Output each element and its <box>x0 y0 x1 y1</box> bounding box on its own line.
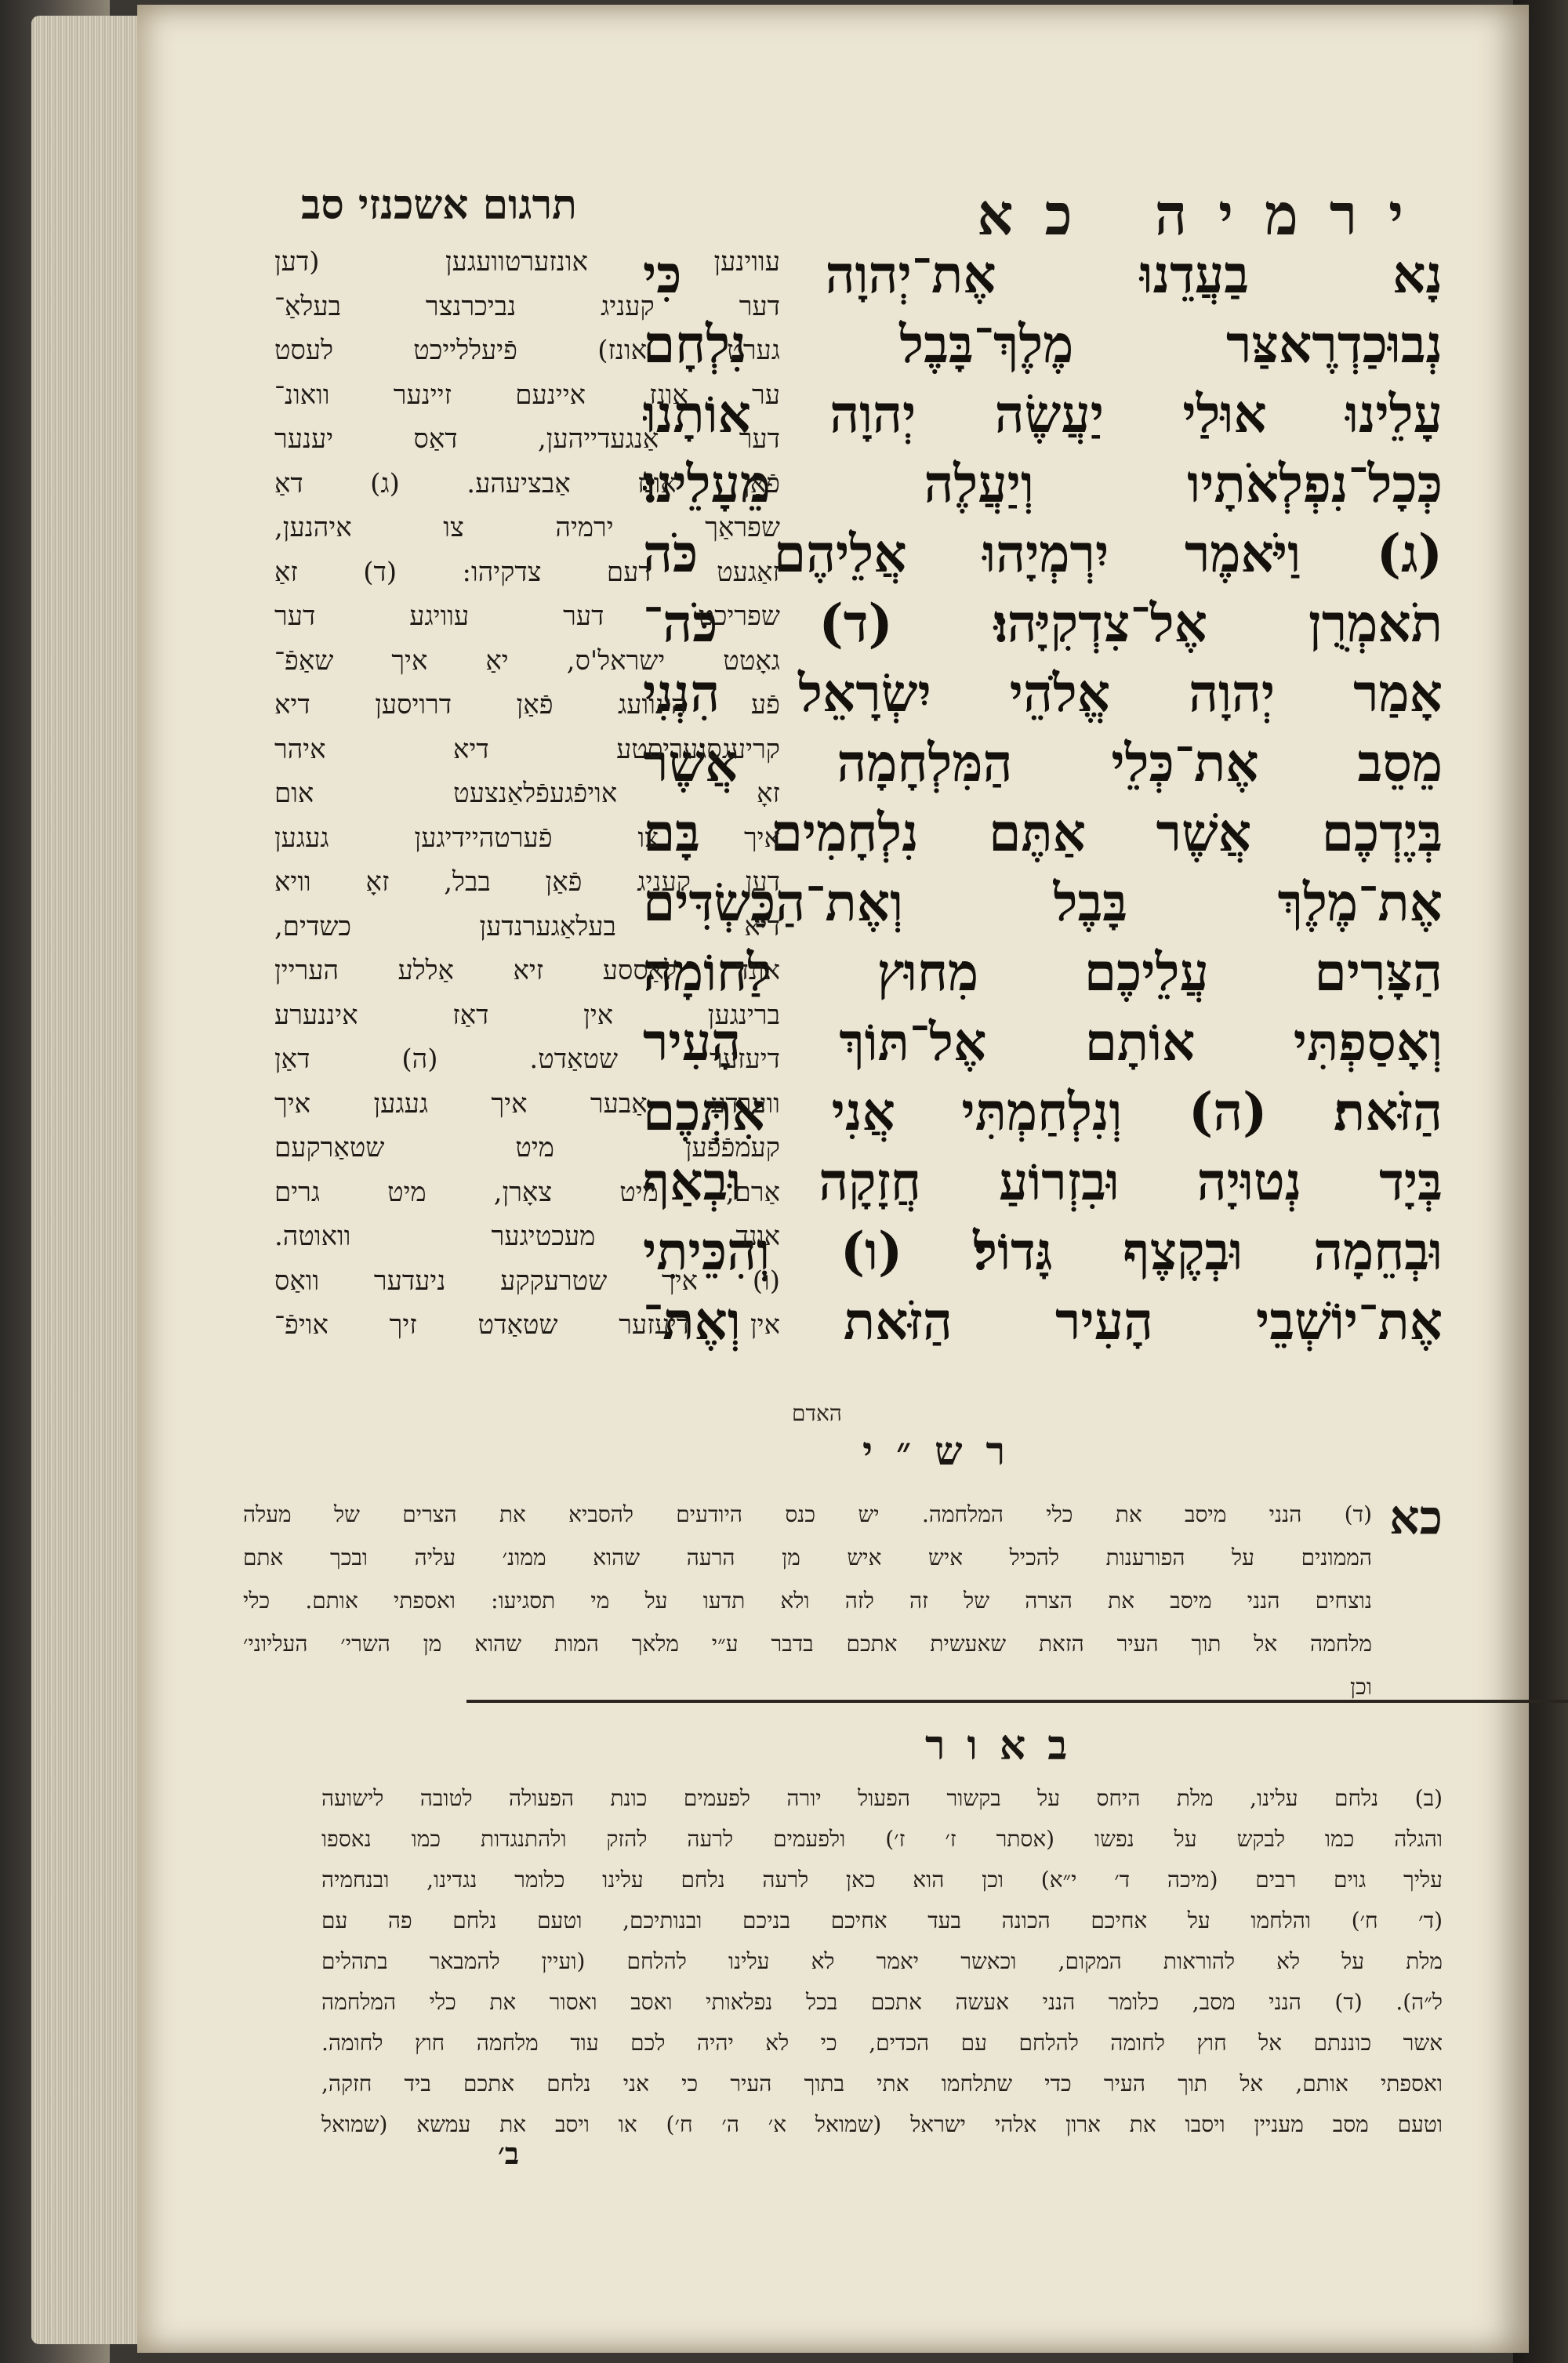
rashi-title: רש״י <box>862 1428 1029 1474</box>
biur-line: (ב) נלחם עלינו, מלת היחס על בקשור הפעול יורה לפעמים כונת הפעולה לטובה לישועה <box>321 1785 1443 1811</box>
rashi-line: הממונים על הפורענות להכיל איש איש מן הרעה שהוא ממונ׳ עליה ובכך אתם <box>243 1544 1372 1570</box>
translation-line: דער קעניג נביכרנצר בעלאַ־ <box>274 290 780 322</box>
rashi-line: נוצחים הנני מיסב את הצרה של זה לזה ולא תדעו על מי תסגיעו: ואספתי אותם. כלי <box>243 1588 1372 1613</box>
signature-mark: ב׳ <box>498 2136 520 2171</box>
rashi-line: מלחמה אל תוך העיר הזאת שאעשית אתכם בדבר ע״י מלאך המות שהוא מן השרי׳ העליוני׳ <box>243 1631 1372 1657</box>
biur-line: (ד׳ ח׳) והלחמו על אחיכם הכונה בעד אחיכם בניכם ובנותיכם, וטעם נלחם פה עם <box>321 1907 1443 1933</box>
translation-line: פֿאַן אונז אַבציעהע. (ג) דאַ <box>274 467 780 499</box>
biur-commentary <box>321 1778 1443 2145</box>
translation-line: גערט אונז) פֿיעללייכט לעסט <box>274 335 780 366</box>
main-text-line: בְּיֶדְכֶם אֲשֶׁר אַתֶּם נִלְחָמִים בָּם <box>643 802 1443 863</box>
main-text-line: (ג) וַיֹּאמֶר יִרְמְיָהוּ אֲלֵיהֶם כֹּה <box>643 523 1443 584</box>
biur-title: באור <box>925 1722 1090 1770</box>
main-text-line: נְבוּכַדְרֶאצַּר מֶלֶךְ־בָּבֶל נִלְחָם <box>643 314 1443 375</box>
catchword: האדם <box>792 1400 842 1426</box>
main-text-line: בְּיָד נְטוּיָה וּבִזְרוֹעַ חֲזָקָה וּבְאַף <box>643 1151 1443 1212</box>
main-text-line: הַזֹּאת׃ (ה) וְנִלְחַמְתִּי אֲנִי אִתְּכֶם <box>643 1081 1443 1142</box>
translation-line: זאָ אויפֿגעפֿלאַנצעט אום <box>274 778 780 809</box>
main-text-line: אָמַר יְהוָה אֱלֹהֵי יִשְׂרָאֵל הִנְנִי <box>643 662 1443 724</box>
translation-line: שפראַך ירמיה צו איהנען, <box>274 512 780 543</box>
translation-line: אין דיעזער שטאַדט זיך אויפֿ־ <box>274 1309 780 1341</box>
biur-line: ואספתי אותם, אל תוך העיר כדי שתלחמו אתי בתוך העיר כי אני נלחם אתכם ביד חזקה, <box>321 2071 1443 2096</box>
book-page <box>137 5 1529 2353</box>
translation-line: ברינגען אין דאַז איננערע <box>274 999 780 1031</box>
rashi-line: וכן <box>1350 1674 1372 1700</box>
translation-line: קריעגסגעריסטע דיא איהר <box>274 733 780 765</box>
translation-line: אונד מעכטיגער וואוטה. <box>274 1221 780 1252</box>
translation-line: דען קעניג פֿאַן בבל, זאָ וויא <box>274 866 780 898</box>
rashi-commentary <box>243 1493 1372 1708</box>
main-text-line: כְּכָל־נִפְלְאֹתָיו וְיַעֲלֶה מֵעָלֵינוּ׃ <box>643 453 1443 514</box>
translation-column <box>274 240 780 1348</box>
running-head-hebrew: ירמיה כא <box>977 181 1435 248</box>
translation-line: ער אונז איינעם זיינער וואונ־ <box>274 379 780 411</box>
translation-line: זאַגעט דעם צדקיהו: (ד) זאַ <box>274 556 780 588</box>
main-text-line: אֶת־יוֹשְׁבֵי הָעִיר הַזֹּאת וְאֶת־ <box>643 1290 1443 1352</box>
main-text-line: וּבְחֵמָה וּבְקֶצֶף גָּדוֹל׃ (ו) וְהִכֵּיתִי <box>643 1221 1443 1282</box>
main-text-line: אֶת־מֶלֶךְ בָּבֶל וְאֶת־הַכַּשְׂדִּים <box>643 872 1443 933</box>
biur-line: עליך גוים רבים (מיכה ד׳ י״א) וכן הוא כאן לרעה נלחם עלינו כלומר נגדינו, ובנחמיה <box>321 1867 1443 1893</box>
main-text-line: עָלֵינוּ אוּלַי יַעֲשֶׂה יְהוָה אוֹתָנוּ <box>643 383 1443 445</box>
running-head-translation: תרגום אשכנזי סב <box>301 181 577 229</box>
biur-line: מלת על לא להוראות המקום, וכאשר יאמר לא עלינו להלחם (ועיין להמבאר בתהלים <box>321 1948 1443 1974</box>
main-text-line: מֵסֵב אֶת־כְּלֵי הַמִּלְחָמָה אֲשֶׁר <box>643 732 1443 793</box>
translation-line: דיא בעלאַגערנדען כשדים, <box>274 910 780 942</box>
translation-line: עווינען אונזערטוועגען (דען <box>274 246 780 278</box>
translation-line: (ו) איך שטרעקקע ניעדער וואַס <box>274 1265 780 1297</box>
main-text-line: תֹאמְרֻן אֶל־צִדְקִיָּהוּ׃ (ד) כֹּה־ <box>643 593 1443 654</box>
biur-line: וטעם מסב מעניין ויסבו את ארון אלהי ישראל (שמואל א׳ ה׳ ח׳) או ויסב את עמשא (שמואל <box>321 2111 1443 2137</box>
biur-line: ל״ה). (ד) הנני מסב, כלומר הנני אעשה אתכם בכל נפלאותי ואסב ואסור את כלי המלחמה <box>321 1989 1443 2015</box>
main-text-line: נָא בַעֲדֵנוּ אֶת־יְהוָה כִּי <box>643 244 1443 305</box>
translation-line: גאָטט ישראל'ס, יאַ איך שאַפֿ־ <box>274 644 780 677</box>
rashi-line: (ד) הנני מיסב את כלי המלחמה. יש כנס היודעים להסביא את הצרים של מעלה <box>243 1501 1372 1527</box>
translation-line: פֿע הינוועג פֿאַן דרויסען דיא <box>274 689 780 721</box>
section-divider <box>466 1700 1568 1703</box>
main-text-line: וְאָסַפְתִּי אוֹתָם אֶל־תּוֹךְ הָעִיר <box>643 1011 1443 1073</box>
main-text-line: הַצָּרִים עֲלֵיכֶם מִחוּץ לַחוֹמָה <box>643 942 1443 1003</box>
translation-line: קעמפֿפֿען מיט שטאַרקעם <box>274 1132 780 1163</box>
translation-line: דער אַנגעדייהען, דאַס יענער <box>274 423 780 455</box>
translation-line: איך צו פֿערטהיידיגען געגען <box>274 822 780 854</box>
rashi-chapter-number: כא <box>1389 1490 1443 1545</box>
translation-line: דיעזער שטאַדט. (ה) דאַן <box>274 1044 780 1075</box>
translation-line: שפריכט דער עוויגע דער <box>274 601 780 632</box>
translation-line: אַרם, מיט צאָרן, מיט גרים <box>274 1176 780 1208</box>
page-edges <box>31 16 141 2344</box>
translation-line: אונד לאַססע זיא אַללע העריין <box>274 955 780 986</box>
biur-line: והגלה כמו לבקש על נפשו (אסתר ז׳ ז׳) ולפעמים לרעה להזק ולהתנגדות כמו נאספו <box>321 1826 1443 1852</box>
translation-line: ווערדע אַבער איך געגען איך <box>274 1087 780 1120</box>
biur-line: אשר כוננתם אל חוץ לחומה להלחם עם הכדים, כי לא יהיה לכם עוד מלחמה חוץ לחומה. <box>321 2030 1443 2056</box>
